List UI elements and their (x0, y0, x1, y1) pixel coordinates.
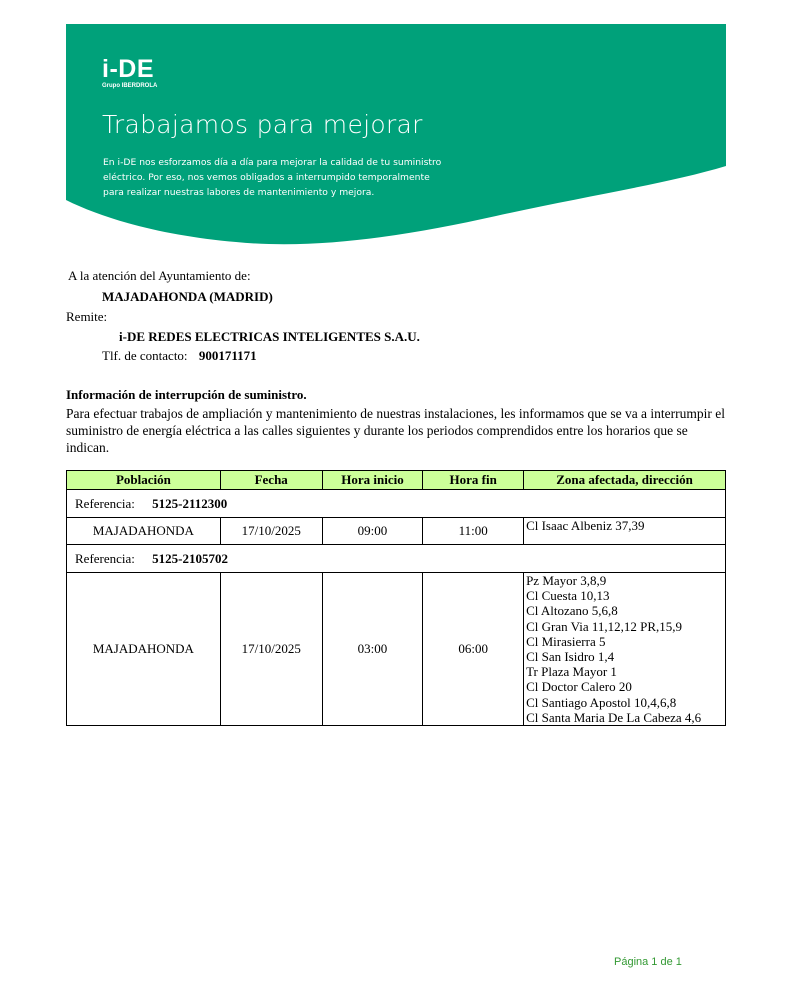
zone-address: Cl Mirasierra 5 (526, 633, 606, 649)
sender-name: i-DE REDES ELECTRICAS INTELIGENTES S.A.U. (119, 329, 420, 344)
logo-subtitle: Grupo IBERDROLA (102, 83, 158, 89)
reference-label: Referencia: (75, 495, 135, 511)
zone-cell (524, 518, 726, 545)
zone-address: Pz Mayor 3,8,9 (526, 573, 607, 588)
table-header-row (67, 471, 726, 490)
banner-title: Trabajamos para mejorar (102, 110, 423, 139)
town-cell: MAJADAHONDA (67, 573, 221, 726)
reference-cell (67, 545, 726, 573)
reference-cell (67, 490, 726, 518)
municipality: MAJADAHONDA (MADRID) (102, 289, 273, 304)
reference-code: 5125-2112300 (152, 495, 228, 511)
contact-phone (102, 348, 257, 364)
reference-code: 5125-2105702 (152, 550, 228, 566)
sender-label: Remite: (66, 309, 108, 324)
town-cell: MAJADAHONDA (67, 518, 221, 545)
date-cell: 17/10/2025 (220, 518, 322, 545)
zone-cell (524, 573, 726, 726)
intro-line: En i-DE nos esforzamos día a día para mejorar la calidad de tu suministro (103, 157, 442, 168)
column-header-start: Hora inicio (322, 471, 423, 490)
date-cell: 17/10/2025 (220, 573, 322, 726)
banner-intro (103, 155, 483, 200)
notice-title: Información de interrupción de suministro. (66, 387, 307, 402)
page-number: Página 1 de 1 (614, 956, 682, 968)
header-banner (66, 24, 726, 248)
table-row (67, 518, 726, 545)
zone-address: Cl Isaac Albeniz 37,39 (526, 518, 645, 533)
table-row (67, 573, 726, 726)
zone-address: Cl Doctor Calero 20 (526, 679, 632, 695)
column-header-town: Población (67, 471, 221, 490)
start-time-cell: 09:00 (322, 518, 423, 545)
zone-address: Cl Altozano 5,6,8 (526, 603, 618, 619)
notice-body: Para efectuar trabajos de ampliación y mantenimiento de nuestras instalaciones, les informamos que se va a interrumpir el suministro de energía eléctrica a las calles siguientes y durante los periodos comprendidos entre los horarios que se indican. (66, 406, 726, 455)
phone-number: 900171171 (198, 348, 257, 363)
zone-address: Cl Santa Maria De La Cabeza 4,6 (526, 709, 702, 725)
intro-line: para realizar nuestras labores de mantenimiento y mejora. (103, 187, 375, 198)
column-header-date: Fecha (220, 471, 322, 490)
zone-address: Tr Plaza Mayor 1 (526, 664, 617, 680)
start-time-cell: 03:00 (322, 573, 423, 726)
interruption-table (66, 470, 726, 726)
logo-wordmark: i-DE (102, 55, 154, 83)
column-header-zone: Zona afectada, dirección (524, 471, 726, 490)
reference-label: Referencia: (75, 550, 135, 566)
end-time-cell: 11:00 (423, 518, 524, 545)
reference-row (67, 490, 726, 518)
zone-address: Cl Gran Via 11,12,12 PR,15,9 (526, 618, 683, 634)
zone-address: Cl San Isidro 1,4 (526, 649, 615, 665)
company-logo (102, 56, 157, 90)
column-header-end: Hora fin (423, 471, 524, 490)
intro-line: eléctrico. Por eso, nos vemos obligados a interrumpido temporalmente (103, 172, 430, 183)
end-time-cell: 06:00 (423, 573, 524, 726)
zone-address: Cl Santiago Apostol 10,4,6,8 (526, 694, 677, 710)
reference-row (67, 545, 726, 573)
zone-address: Cl Cuesta 10,13 (526, 588, 610, 604)
phone-label: Tlf. de contacto: (102, 348, 188, 363)
attention-label: A la atención del Ayuntamiento de: (68, 268, 251, 283)
